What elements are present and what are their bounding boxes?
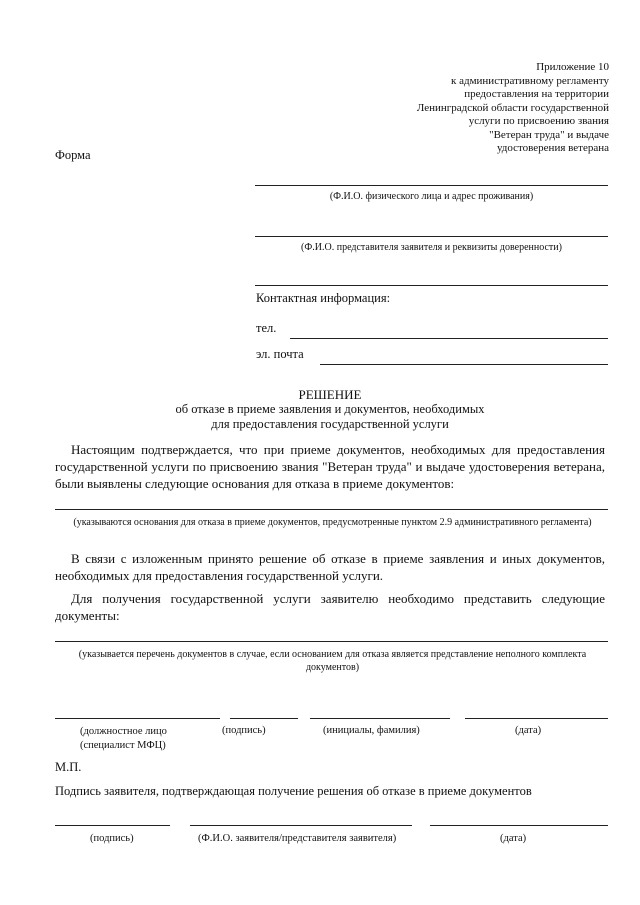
phone-label: тел.: [256, 321, 277, 335]
official-name-caption: (инициалы, фамилия): [323, 725, 420, 736]
appendix-line: Ленинградской области государственной: [416, 101, 609, 114]
appendix-line: удостоверения ветерана: [496, 142, 609, 154]
official-signature-line[interactable]: [230, 718, 298, 719]
decision-subtitle-line: для предоставления государственной услуги: [211, 417, 449, 431]
appendix-line: услуги по присвоению звания: [468, 115, 609, 127]
official-position-line[interactable]: [55, 718, 220, 719]
official-date-line[interactable]: [465, 718, 608, 719]
appendix-line: предоставления на территории: [464, 88, 609, 100]
applicant-signature-caption: (подпись): [90, 833, 134, 844]
stamp-label: М.П.: [55, 760, 82, 774]
applicant-name-caption: (Ф.И.О. физического лица и адрес проживания): [329, 191, 534, 202]
applicant-name-line[interactable]: [190, 825, 412, 826]
representative-caption: (Ф.И.О. представителя заявителя и реквизиты доверенности): [301, 242, 562, 253]
grounds-caption: (указываются основания для отказа в приеме документов, предусмотренные пунктом 2.9 административного регламента): [73, 517, 592, 528]
email-label: эл. почта: [256, 347, 304, 361]
applicant-date-line[interactable]: [430, 825, 608, 826]
applicant-signature-line[interactable]: [55, 825, 170, 826]
applicant-date-caption: (дата): [500, 833, 527, 844]
email-line[interactable]: [320, 364, 608, 365]
official-signature-caption: (подпись): [222, 725, 266, 736]
applicant-name-line[interactable]: [255, 185, 608, 186]
official-caption-line: (специалист МФЦ): [80, 740, 166, 751]
official-caption-line: (должностное лицо: [80, 726, 167, 737]
decision-title: РЕШЕНИЕ: [298, 387, 362, 402]
documents-caption: (указывается перечень документов в случае, если основанием для отказа является представление неполного комплекта документов): [78, 649, 587, 673]
applicant-statement: Подпись заявителя, подтверждающая получение решения об отказе в приеме документов: [55, 784, 532, 798]
appendix-line: Приложение 10: [536, 61, 609, 73]
appendix-header: [349, 61, 609, 156]
official-caption: [80, 725, 167, 753]
representative-line[interactable]: [255, 236, 608, 237]
decision-subtitle: [55, 402, 605, 432]
form-label: Форма: [55, 148, 91, 162]
paragraph-grounds-intro: Настоящим подтверждается, что при приеме документов, необходимых для предоставления государственной услуги по присвоению звания "Ветеран труда" и выдаче удостоверения ветерана, были выявлены следующие основания для отказа в приеме документов:: [55, 442, 605, 491]
official-name-line[interactable]: [310, 718, 450, 719]
applicant-name-caption: (Ф.И.О. заявителя/представителя заявителя): [198, 833, 397, 844]
appendix-line: "Ветеран труда" и выдаче: [489, 128, 609, 141]
contact-label: Контактная информация:: [256, 291, 391, 305]
appendix-line: к административному регламенту: [451, 74, 609, 87]
official-date-caption: (дата): [515, 725, 542, 736]
extra-line[interactable]: [255, 285, 608, 286]
documents-line[interactable]: [55, 641, 608, 642]
phone-line[interactable]: [290, 338, 608, 339]
decision-subtitle-line: об отказе в приеме заявления и документов, необходимых: [175, 402, 485, 416]
paragraph-documents-required: Для получения государственной услуги заявителю необходимо представить следующие документы:: [55, 591, 605, 623]
paragraph-decision: В связи с изложенным принято решение об отказе в приеме заявления и иных документов, необходимых для предоставления государственной услуги.: [55, 551, 605, 583]
grounds-line[interactable]: [55, 509, 608, 510]
